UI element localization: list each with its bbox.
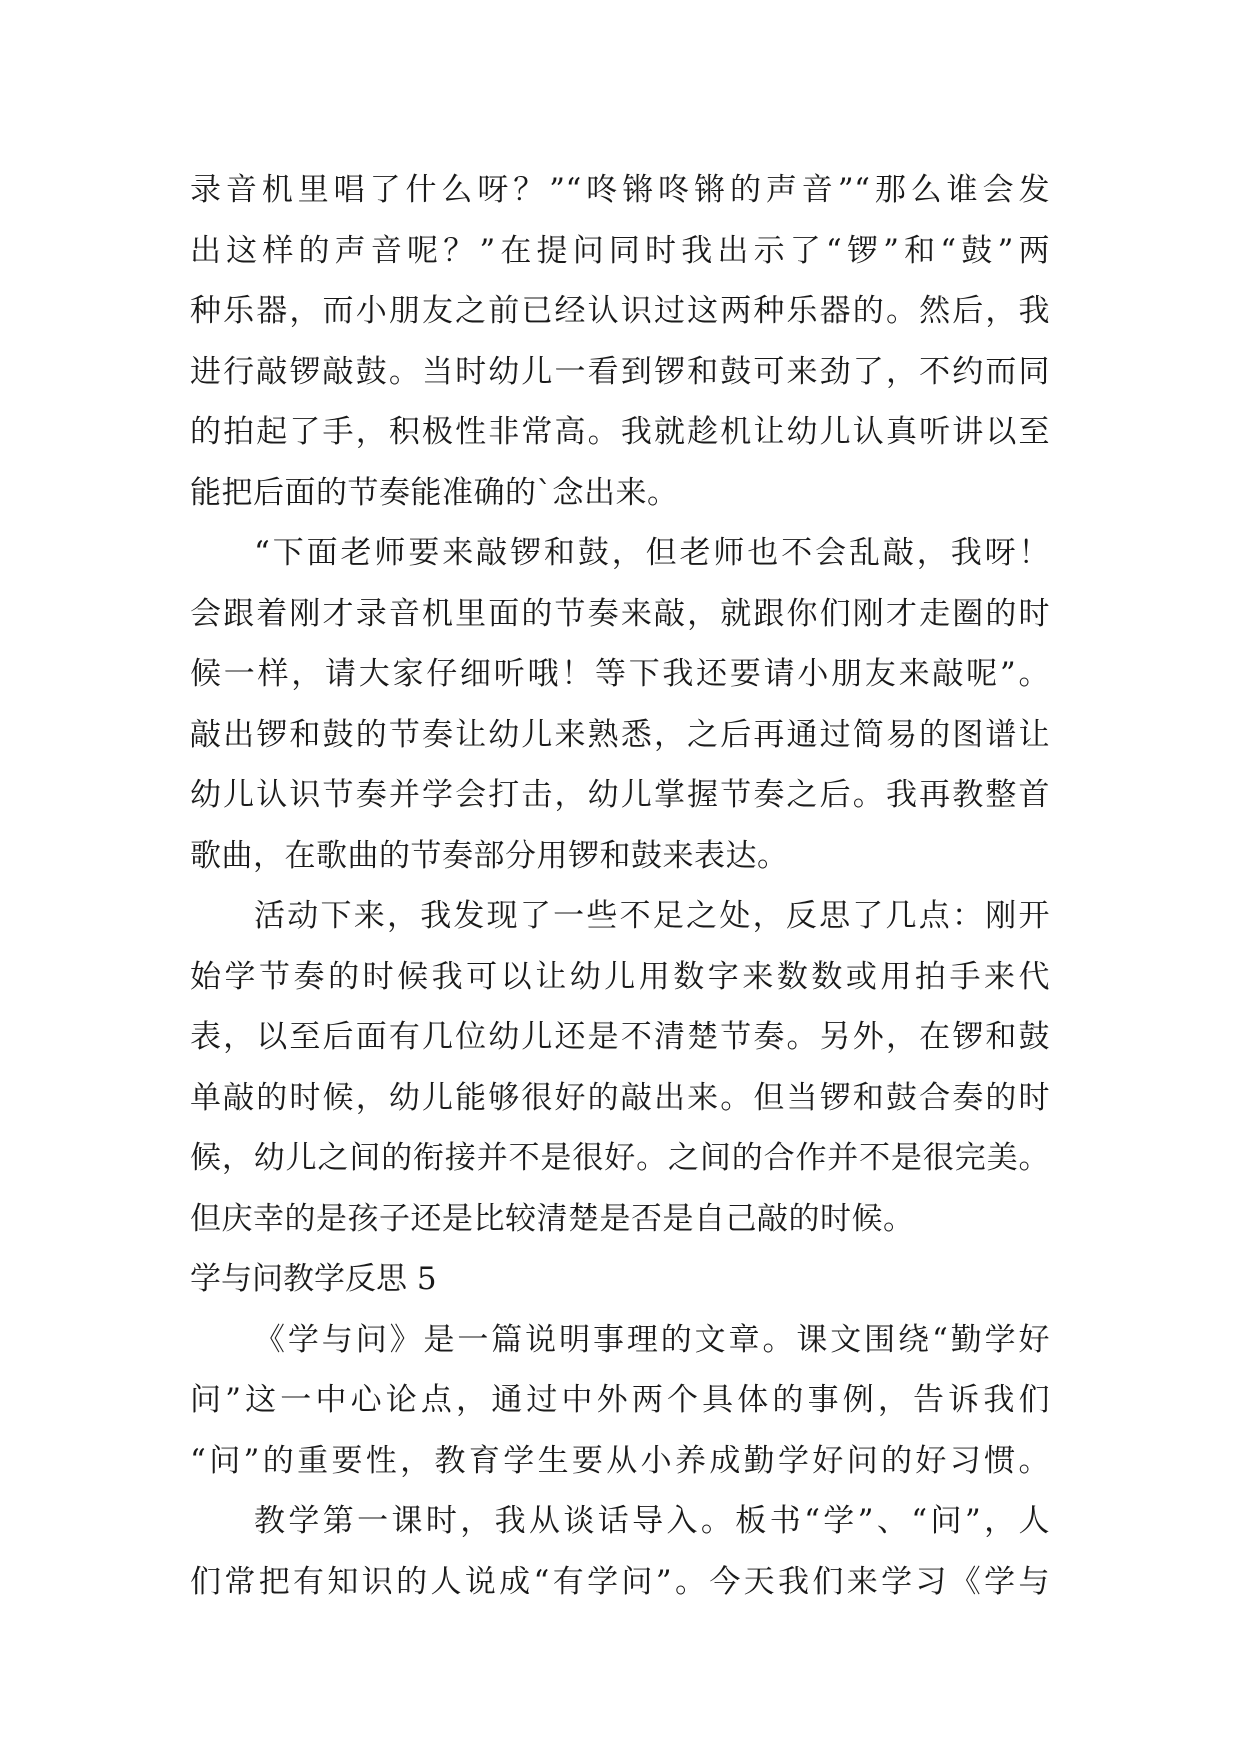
text-line: “下面老师要来敲锣和鼓，但老师也不会乱敲，我呀！ <box>254 535 1050 571</box>
text-line: 活动下来，我发现了一些不足之处，反思了几点：刚开 <box>254 898 1050 934</box>
text-line: 敲出锣和鼓的节奏让幼儿来熟悉，之后再通过简易的图谱让 <box>190 716 1050 753</box>
text-line: 教学第一课时，我从谈话导入。板书“学”、“问”，人 <box>254 1503 1050 1539</box>
text-line: 问”这一中心论点，通过中外两个具体的事例，告诉我们 <box>190 1382 1050 1418</box>
text-line: 表，以至后面有几位幼儿还是不清楚节奏。另外，在锣和鼓 <box>190 1019 1050 1055</box>
document-body <box>190 160 1050 1612</box>
text-line: 会跟着刚才录音机里面的节奏来敲，就跟你们刚才走圈的时 <box>190 595 1050 632</box>
text-line: “问”的重要性，教育学生要从小养成勤学好问的好习惯。 <box>190 1442 1050 1479</box>
text-line: 录音机里唱了什么呀？”“咚锵咚锵的声音”“那么谁会发 <box>190 172 1050 208</box>
text-line: 候，幼儿之间的衔接并不是很好。之间的合作并不是很完美。 <box>190 1140 1050 1176</box>
section-heading: 学与问教学反思 5 <box>190 1261 437 1297</box>
text-line: 进行敲锣敲鼓。当时幼儿一看到锣和鼓可来劲了，不约而同 <box>190 353 1050 390</box>
text-line: 们常把有知识的人说成“有学问”。今天我们来学习《学与 <box>190 1563 1050 1600</box>
text-line: 始学节奏的时候我可以让幼儿用数字来数数或用拍手来代 <box>190 958 1050 995</box>
text-line: 单敲的时候，幼儿能够很好的敲出来。但当锣和鼓合奏的时 <box>190 1079 1050 1116</box>
text-line: 的拍起了手，积极性非常高。我就趁机让幼儿认真听讲以至 <box>190 414 1050 450</box>
text-line: 出这样的声音呢？”在提问同时我出示了“锣”和“鼓”两 <box>190 232 1050 269</box>
text-line: 幼儿认识节奏并学会打击，幼儿掌握节奏之后。我再教整首 <box>190 777 1050 813</box>
text-line: 但庆幸的是孩子还是比较清楚是否是自己敲的时候。 <box>190 1200 915 1237</box>
text-line: 能把后面的节奏能准确的`念出来。 <box>190 474 679 511</box>
text-line: 歌曲，在歌曲的节奏部分用锣和鼓来表达。 <box>190 837 789 874</box>
text-line: 种乐器，而小朋友之前已经认识过这两种乐器的。然后，我 <box>190 293 1050 329</box>
text-line: 《学与问》是一篇说明事理的文章。课文围绕“勤学好 <box>254 1321 1050 1358</box>
text-line: 候一样，请大家仔细听哦！等下我还要请小朋友来敲呢”。 <box>190 656 1050 692</box>
